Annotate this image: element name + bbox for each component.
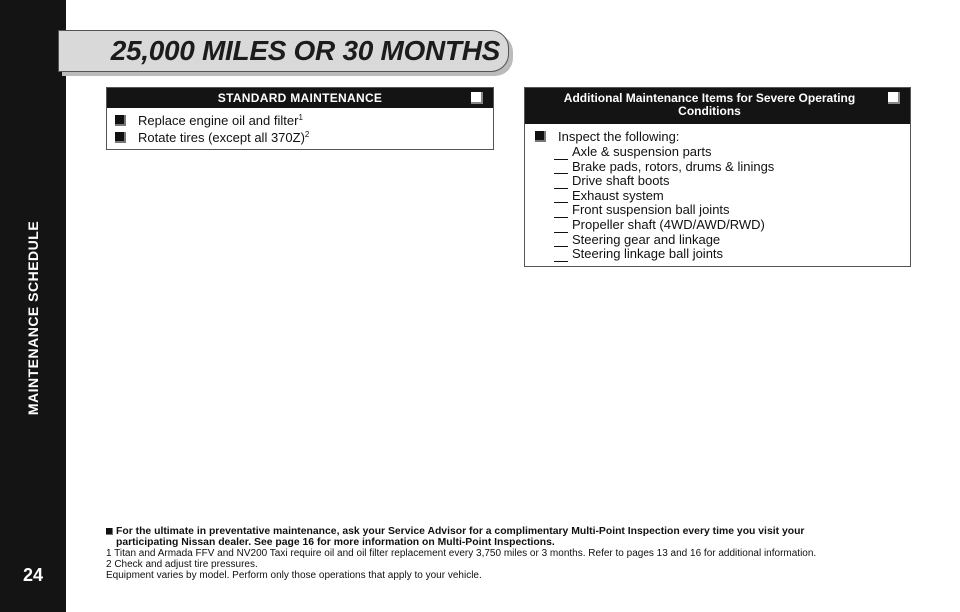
severe-conditions-header bbox=[525, 88, 910, 124]
severe-conditions-title: Additional Maintenance Items for Severe Operating Conditions bbox=[563, 91, 856, 118]
sub-item: Propeller shaft (4WD/AWD/RWD) bbox=[535, 218, 910, 233]
blank-line-icon[interactable] bbox=[554, 236, 568, 247]
multipoint-inspection-note: For the ultimate in preventative maintenance, ask your Service Advisor for a complimentary Multi-Point Inspection every time you visit your bbox=[106, 526, 916, 537]
standard-maintenance-header bbox=[107, 88, 493, 108]
equipment-note: Equipment varies by model. Perform only those operations that apply to your vehicle. bbox=[106, 570, 482, 581]
checkbox-icon[interactable] bbox=[115, 132, 126, 143]
blank-line-icon[interactable] bbox=[554, 251, 568, 262]
list-item: Rotate tires (except all 370Z) $^2$ bbox=[115, 129, 493, 146]
sub-item: Front suspension ball joints bbox=[535, 203, 910, 218]
standard-maintenance-title: STANDARD MAINTENANCE bbox=[217, 91, 383, 105]
blank-line-icon[interactable] bbox=[554, 222, 568, 233]
footnote-2: 2 Check and adjust tire pressures. bbox=[106, 559, 258, 570]
sub-item: Brake pads, rotors, drums & linings bbox=[535, 160, 910, 175]
page-title: 25,000 MILES OR 30 MONTHS bbox=[110, 35, 500, 66]
item-text: Rotate tires (except all 370Z) bbox=[138, 130, 305, 145]
inspect-label: Inspect the following: bbox=[558, 129, 680, 144]
sub-item: Axle & suspension parts bbox=[535, 145, 910, 160]
standard-maintenance-list bbox=[107, 108, 493, 146]
checkbox-icon[interactable] bbox=[115, 115, 126, 126]
blank-line-icon[interactable] bbox=[554, 178, 568, 189]
section-label: MAINTENANCE SCHEDULE bbox=[25, 220, 41, 416]
standard-maintenance-box bbox=[106, 87, 494, 150]
severe-conditions-box bbox=[524, 87, 911, 267]
sub-item: Exhaust system bbox=[535, 189, 910, 204]
severe-conditions-list bbox=[525, 124, 910, 262]
checkbox-icon[interactable] bbox=[535, 131, 546, 142]
blank-line-icon[interactable] bbox=[554, 163, 568, 174]
blank-line-icon[interactable] bbox=[554, 192, 568, 203]
title-banner bbox=[58, 30, 509, 72]
sub-item: Steering gear and linkage bbox=[535, 233, 910, 248]
checkbox-icon bbox=[888, 92, 900, 104]
sub-item: Steering linkage ball joints bbox=[535, 247, 910, 262]
list-item bbox=[535, 128, 910, 145]
list-item: Replace engine oil and filter $^1$ bbox=[115, 112, 493, 129]
multipoint-inspection-note-cont: participating Nissan dealer. See page 16 for more information on Multi-Point Inspections. bbox=[116, 537, 555, 548]
checkbox-icon bbox=[106, 528, 113, 535]
blank-line-icon[interactable] bbox=[554, 149, 568, 160]
sidebar bbox=[0, 0, 66, 612]
footnote-1: 1 Titan and Armada FFV and NV200 Taxi require oil and oil filter replacement every 3,750 miles or 3 months. Refer to pages 13 and 16 for additional information. bbox=[106, 548, 817, 559]
item-text: Replace engine oil and filter bbox=[138, 113, 299, 128]
blank-line-icon[interactable] bbox=[554, 207, 568, 218]
footer-notes bbox=[106, 526, 916, 581]
page-number: 24 bbox=[22, 565, 44, 585]
sub-item: Drive shaft boots bbox=[535, 174, 910, 189]
checkbox-icon bbox=[471, 92, 483, 104]
